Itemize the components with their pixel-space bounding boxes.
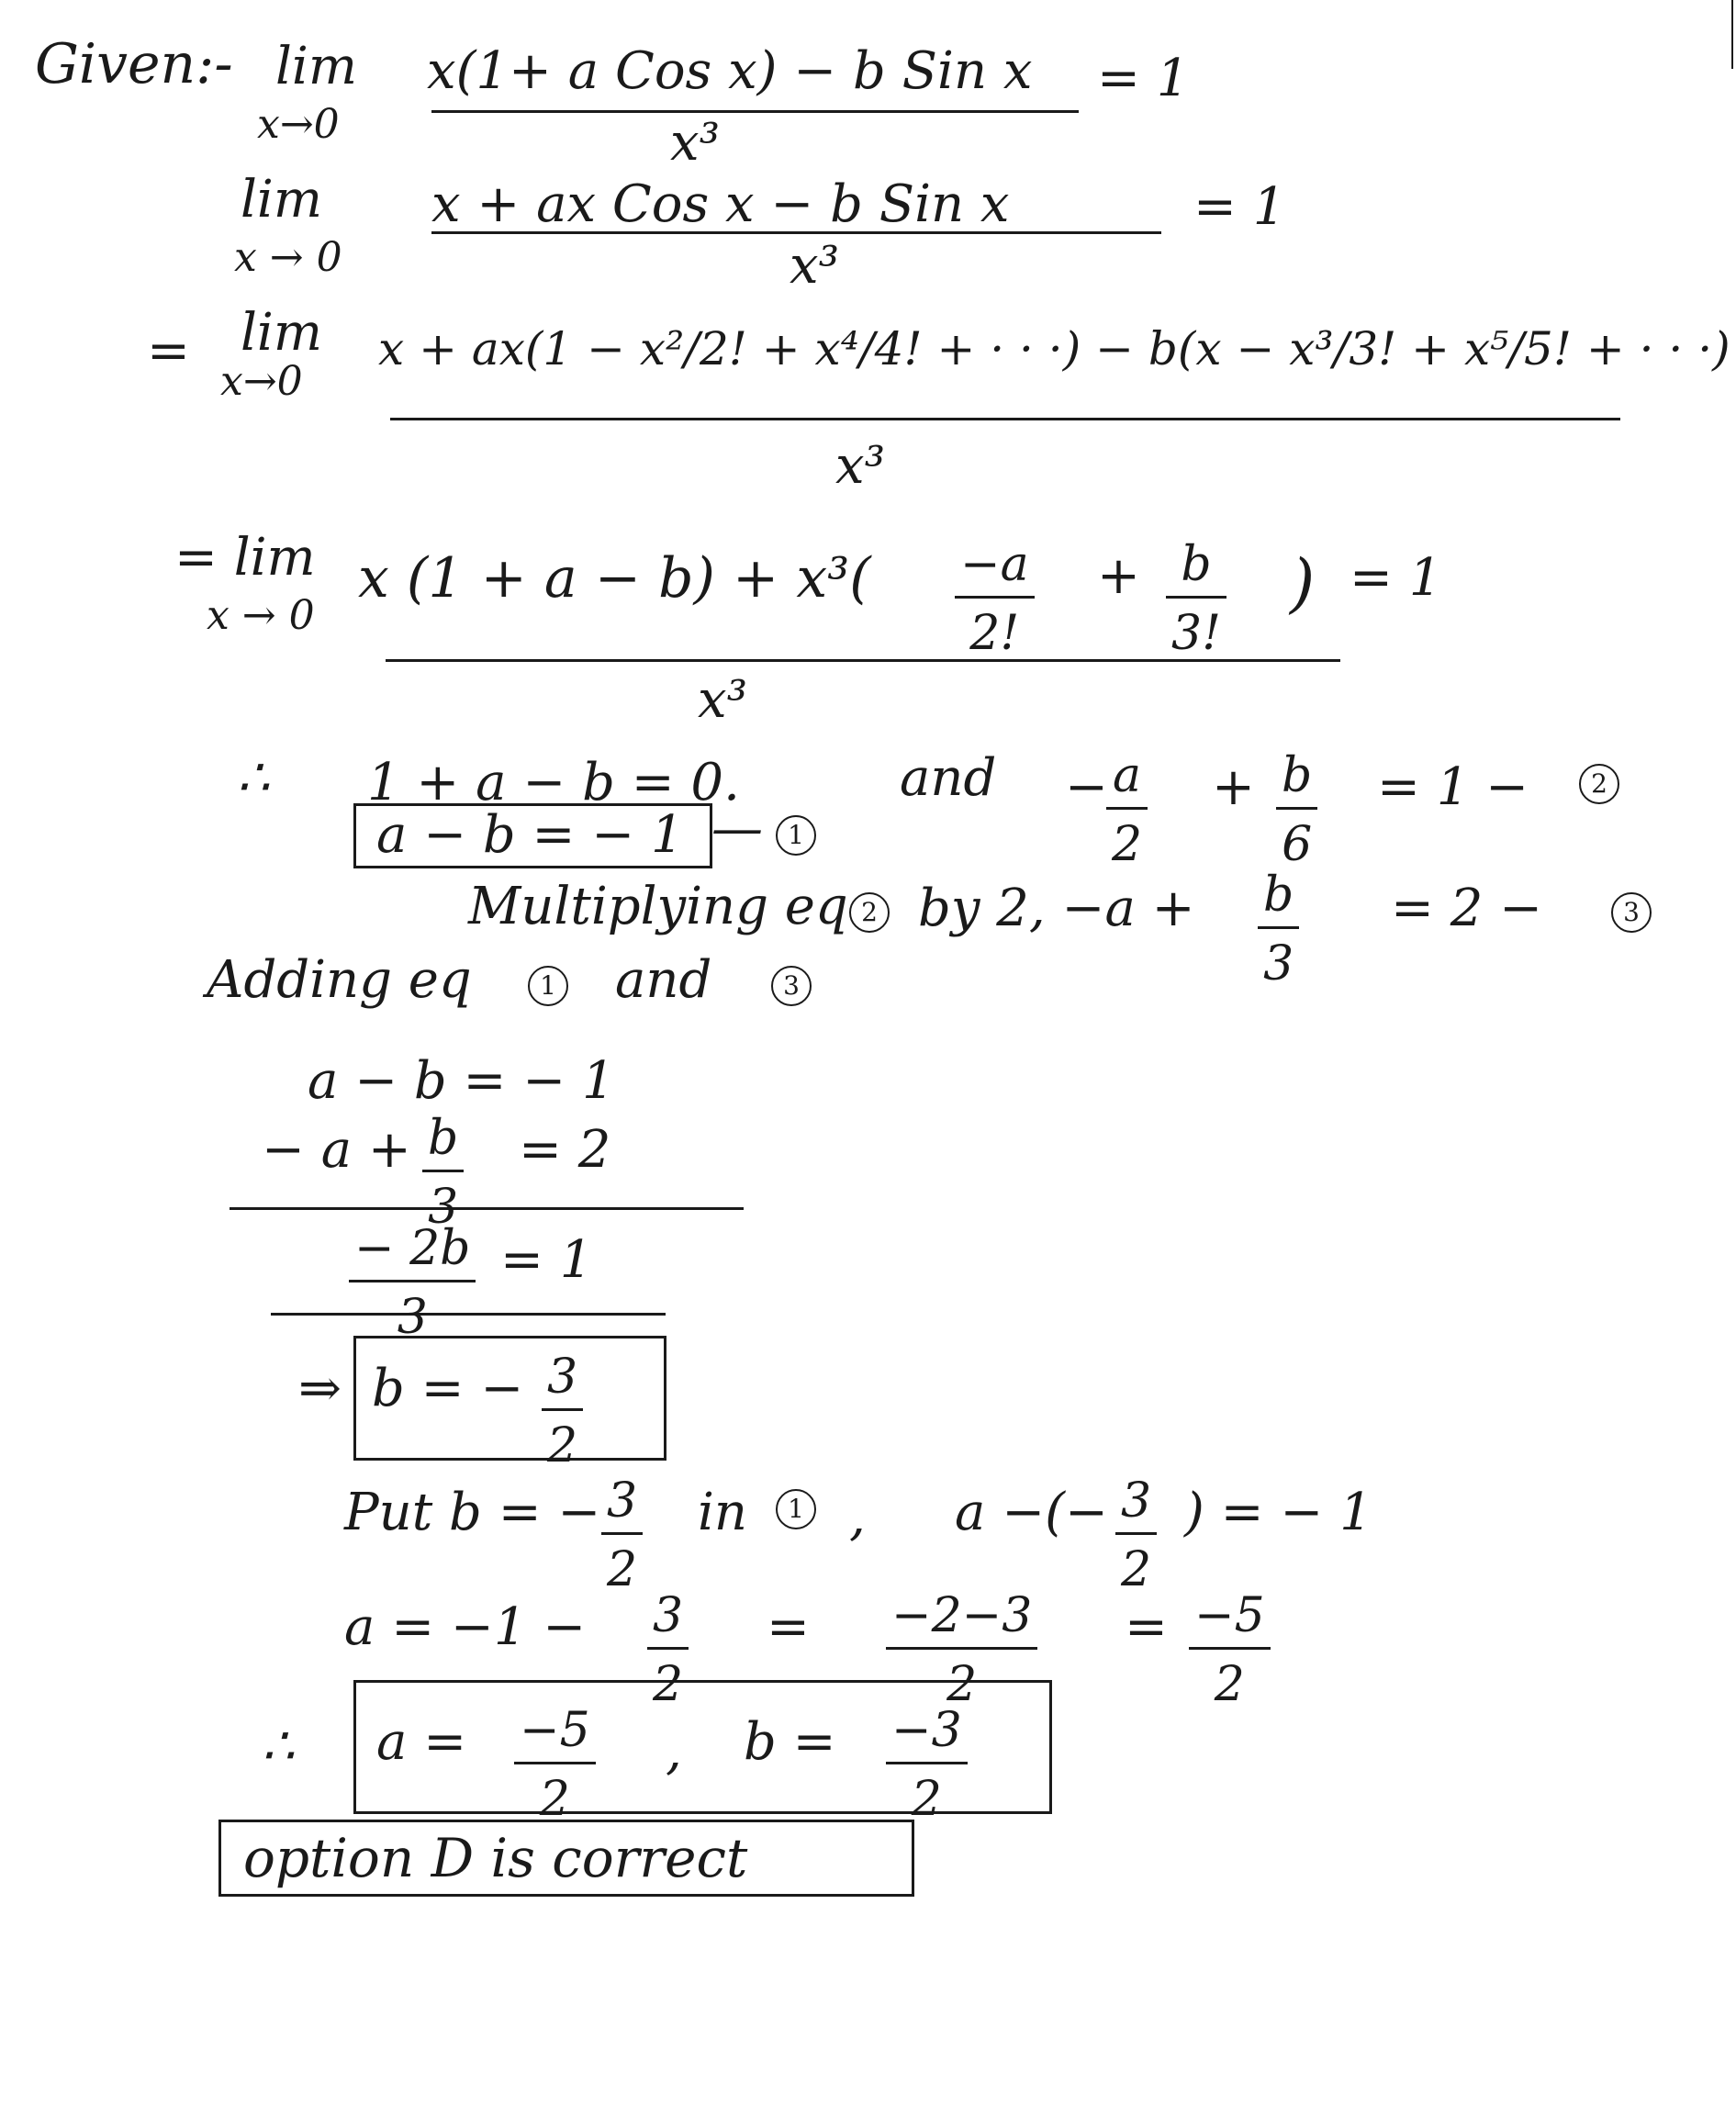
step2-fraction-bar xyxy=(390,418,1620,420)
given-numerator: x(1+ a Cos x) − b Sin x xyxy=(427,41,1033,101)
b-result-fraction xyxy=(542,1350,583,1473)
step3-numerator: x (1 + a − b) + x³( xyxy=(358,546,871,610)
adding-and: and xyxy=(615,950,712,1010)
put-rhs: ) = − 1 xyxy=(1184,1483,1372,1542)
step1-lim: lim xyxy=(241,170,322,230)
adding-line2-frac-num: b xyxy=(428,1111,459,1166)
step3-lim: = lim xyxy=(174,528,316,588)
step3-fraction-a xyxy=(955,537,1035,661)
b-result-num: 3 xyxy=(547,1350,578,1405)
a-calc-f3-num: −5 xyxy=(1194,1588,1265,1643)
adding-text: Adding eq xyxy=(207,950,472,1010)
final-therefore: ∴ xyxy=(262,1717,295,1776)
adding-sum-line xyxy=(230,1207,744,1210)
a-calc-eq1: = xyxy=(767,1597,810,1657)
eq2-f2-num: b xyxy=(1282,748,1313,803)
final-b-den: 2 xyxy=(911,1772,942,1827)
adding-result-underline xyxy=(271,1313,666,1316)
adding-tag1-circle: 1 xyxy=(528,966,568,1006)
condition-eq-a: 1 + a − b = 0. xyxy=(367,753,740,812)
eq1-tag xyxy=(776,806,816,857)
adding-line1: a − b = − 1 xyxy=(308,1051,615,1111)
put-inner-num: 3 xyxy=(1121,1473,1152,1529)
scan-edge-line xyxy=(1731,0,1733,69)
eq2-f2-den: 6 xyxy=(1282,817,1313,872)
eq2-fraction-b xyxy=(1276,748,1317,872)
step2-equals: = xyxy=(147,321,190,381)
adding-line2-frac-den: 3 xyxy=(428,1180,459,1235)
eq3-tag-circle: 3 xyxy=(1611,892,1652,933)
eq2-fraction-a xyxy=(1106,748,1148,872)
eq2-tag-circle: 2 xyxy=(1579,764,1619,804)
given-rhs: = 1 xyxy=(1097,49,1190,108)
final-b-eq: b = xyxy=(744,1712,836,1772)
final-a-num: −5 xyxy=(520,1703,590,1758)
step2-denominator: x³ xyxy=(835,436,886,496)
final-comma: , xyxy=(666,1721,682,1781)
given-label: Given:- xyxy=(35,32,233,96)
multiply-tag-circle: 2 xyxy=(849,892,890,933)
eq2-f1-num: a xyxy=(1113,748,1142,803)
a-calc-eq2: = xyxy=(1125,1597,1168,1657)
multiply-eq3-tag xyxy=(1611,883,1652,935)
eq1-dash: — xyxy=(711,799,763,858)
final-b-fraction xyxy=(886,1703,968,1827)
step3-close: ) xyxy=(1290,545,1316,621)
step2-lim: lim xyxy=(241,303,322,363)
boxed-eq1-text: a − b = − 1 xyxy=(376,805,684,865)
eq2-f1-den: 2 xyxy=(1112,817,1143,872)
adding-result-rhs: = 1 xyxy=(500,1230,593,1290)
step3-fraction-bar xyxy=(386,659,1340,662)
a-calc-fraction3 xyxy=(1189,1588,1271,1712)
adding-tag3-circle: 3 xyxy=(771,966,812,1006)
put-inner-fraction xyxy=(1115,1473,1157,1597)
condition-and: and xyxy=(900,748,997,808)
step2-numerator: x + ax(1 − x²/2! + x⁴/4! + · · ·) − b(x − x³/3! + x⁵/5! + · · ·) xyxy=(378,322,1730,375)
final-b-num: −3 xyxy=(891,1703,962,1758)
adding-tag3 xyxy=(771,957,812,1008)
final-a-fraction xyxy=(514,1703,596,1827)
put-tag-circle: 1 xyxy=(776,1489,816,1529)
multiply-by: by 2, −a + xyxy=(918,879,1195,938)
multiply-fraction xyxy=(1258,868,1299,991)
b-result-den: 2 xyxy=(547,1418,578,1473)
given-denominator: x³ xyxy=(670,113,721,173)
b-result-eq: b = − xyxy=(372,1359,524,1418)
adding-line2-fraction xyxy=(422,1111,464,1235)
put-inner-den: 2 xyxy=(1121,1542,1152,1597)
a-calc-f1-num: 3 xyxy=(653,1588,684,1643)
step3-denominator: x³ xyxy=(698,670,748,730)
adding-result-fraction xyxy=(349,1221,476,1345)
a-calc-f1-den: 2 xyxy=(653,1657,684,1712)
given-lim: lim xyxy=(275,37,357,96)
step3-rhs: = 1 xyxy=(1350,548,1442,608)
put-frac-den: 2 xyxy=(607,1542,638,1597)
step3-frac1-num: −a xyxy=(960,537,1029,592)
put-text: Put b = − xyxy=(344,1483,601,1542)
step1-lim-sub: x → 0 xyxy=(234,234,342,281)
a-calc-f2-num: −2−3 xyxy=(891,1588,1033,1643)
step1-fraction-bar xyxy=(431,231,1161,234)
multiply-rhs: = 2 − xyxy=(1391,879,1543,938)
step3-fraction-b xyxy=(1166,537,1226,661)
step1-denominator: x³ xyxy=(790,236,840,296)
eq2-rhs: = 1 − xyxy=(1377,757,1529,817)
step3-lim-sub: x → 0 xyxy=(207,592,315,639)
step3-frac2-num: b xyxy=(1181,537,1212,592)
final-a-eq: a = xyxy=(376,1712,467,1772)
condition-eq2-neg: − xyxy=(1065,757,1108,817)
adding-line2-a: − a + xyxy=(262,1120,411,1180)
put-frac-num: 3 xyxy=(607,1473,638,1529)
eq1-tag-circle: 1 xyxy=(776,815,816,856)
step3-frac2-den: 3! xyxy=(1171,606,1221,661)
put-comma: , xyxy=(849,1487,866,1547)
therefore-symbol: ∴ xyxy=(237,748,270,808)
multiply-frac-den: 3 xyxy=(1263,936,1294,991)
put-a-eq: a −(− xyxy=(955,1483,1108,1542)
adding-result-den: 3 xyxy=(397,1290,428,1345)
step1-numerator: x + ax Cos x − b Sin x xyxy=(431,174,1010,234)
multiply-text: Multiplying eq xyxy=(468,877,848,936)
multiply-tag xyxy=(849,883,890,935)
given-lim-sub: x→0 xyxy=(257,101,340,148)
a-calc-f2-den: 2 xyxy=(946,1657,978,1712)
adding-result-num: − 2b xyxy=(354,1221,471,1276)
multiply-frac-num: b xyxy=(1263,868,1294,923)
step1-rhs: = 1 xyxy=(1193,177,1286,237)
a-calc-lhs: a = −1 − xyxy=(344,1597,587,1657)
adding-tag1 xyxy=(528,957,568,1008)
put-in: in xyxy=(698,1483,747,1542)
given-fraction-bar xyxy=(431,110,1079,113)
adding-line2-rhs: = 2 xyxy=(519,1120,611,1180)
eq2-tag xyxy=(1579,755,1619,806)
final-a-den: 2 xyxy=(539,1772,570,1827)
step3-frac1-den: 2! xyxy=(969,606,1020,661)
step2-lim-sub: x→0 xyxy=(220,358,303,405)
put-tag xyxy=(776,1480,816,1531)
implies-symbol: ⇒ xyxy=(298,1359,342,1418)
put-fraction xyxy=(601,1473,643,1597)
conclusion-text: option D is correct xyxy=(243,1827,748,1889)
step3-plus: + xyxy=(1097,546,1140,606)
eq2-plus: + xyxy=(1212,757,1255,817)
a-calc-f3-den: 2 xyxy=(1214,1657,1245,1712)
